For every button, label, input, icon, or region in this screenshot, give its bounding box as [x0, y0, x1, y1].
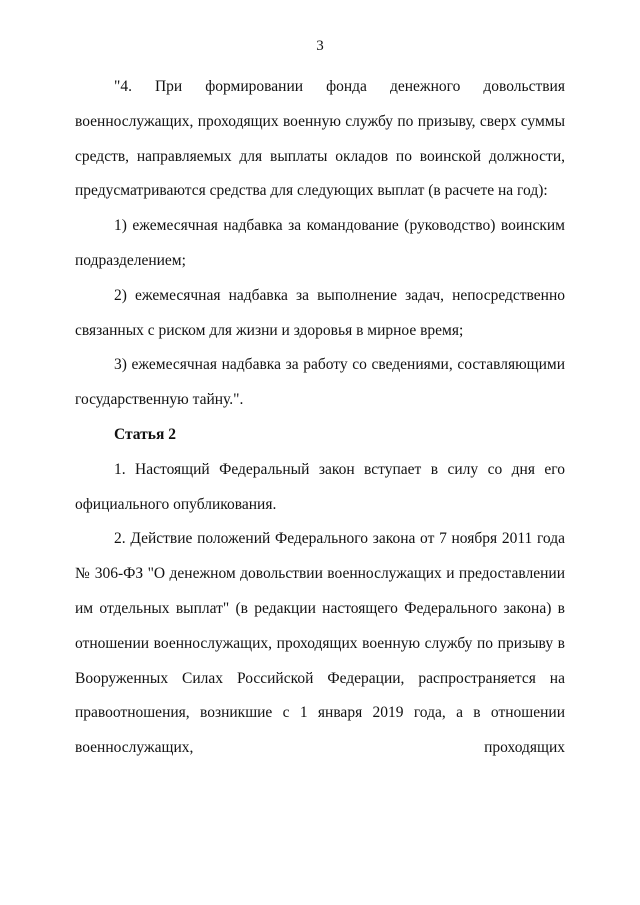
paragraph-item-1-command-bonus: 1) ежемесячная надбавка за командование (руководство) воинским подразделением;	[75, 217, 565, 269]
page-number: 3	[316, 38, 324, 54]
paragraph-article-2-point-2: 2. Действие положений Федерального закона от 7 ноября 2011 года № 306-ФЗ "О денежном довольствии военнослужащих и предоставлении им отдельных выплат" (в редакции настоящего Федерального закона) в отношении военнослужащих, проходящих военную службу по призыву в Вооруженных Силах Российской Федерации, распространяется на правоотношения, возникшие с 1 января 2019 года, а в отношении военнослужащих, проходящих	[75, 530, 565, 757]
paragraph-item-3-secrecy-bonus: 3) ежемесячная надбавка за работу со сведениями, составляющими государственную тайну.".	[75, 356, 565, 409]
article-heading: Статья 2	[114, 425, 176, 443]
paragraph-fund-formation: "4. При формировании фонда денежного довольствия военнослужащих, проходящих военную службу по призыву, сверх суммы средств, направляемых для выплаты окладов по воинской должности, предусматриваются средства для следующих выплат (в расчете на год):	[75, 78, 565, 200]
paragraph-article-2-point-1: 1. Настоящий Федеральный закон вступает в силу со дня его официального опубликования.	[75, 460, 565, 513]
document-body	[75, 70, 565, 766]
paragraph-item-2-risk-bonus: 2) ежемесячная надбавка за выполнение задач, непосредственно связанных с риском для жизни и здоровья в мирное время;	[75, 286, 565, 339]
